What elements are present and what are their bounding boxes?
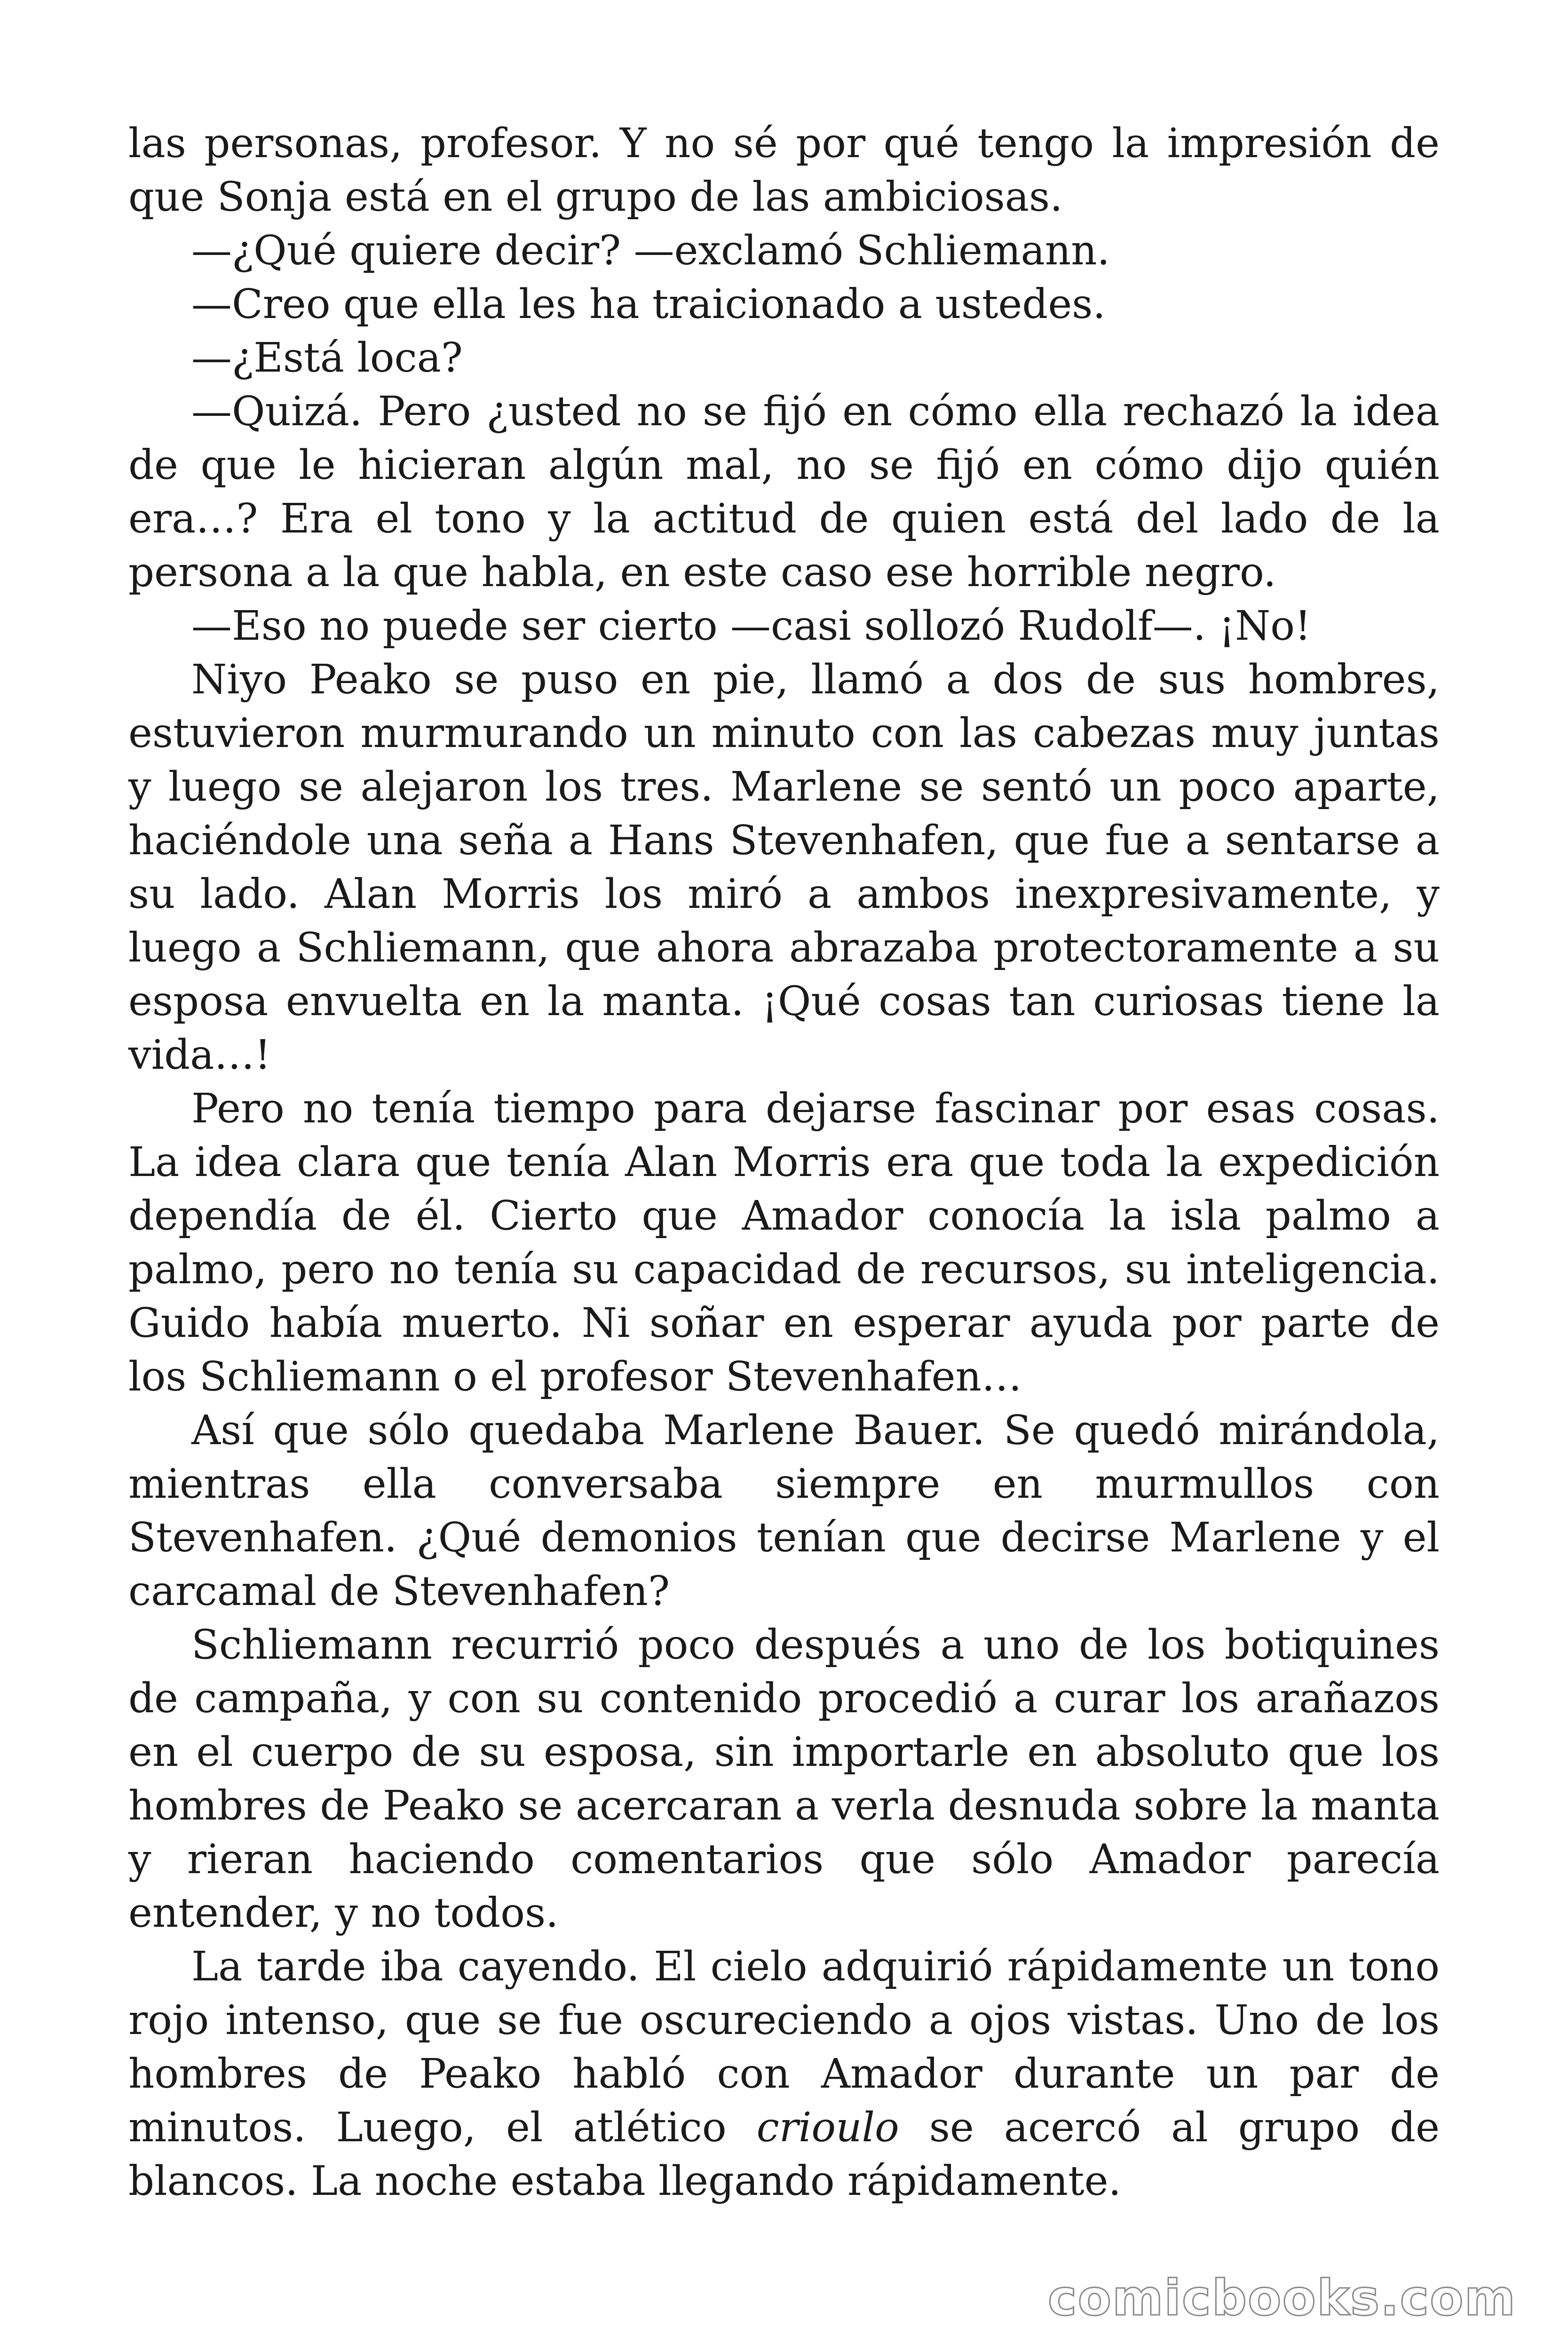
paragraph-4: —¿Está loca? bbox=[191, 334, 463, 381]
paragraph-3: —Creo que ella les ha traicionado a ustedes. bbox=[191, 281, 1106, 328]
paragraph-8: Pero no tenía tiempo para dejarse fascinar por esas cosas. La idea clara que tenía Alan Morris era que toda la expedición dependía de él. Cierto que Amador conocía la isla palmo a palmo, pero no tenía su capacidad de recursos, su inteligencia. Guido había muerto. Ni soñar en esperar ayuda por parte de los Schliemann o el profesor Stevenhafen… bbox=[128, 1085, 1440, 1400]
paragraph-9: Así que sólo quedaba Marlene Bauer. Se quedó mirándola, mientras ella conversaba siempre en murmullos con Stevenhafen. ¿Qué demonios tenían que decirse Marlene y el carcamal de Stevenhafen? bbox=[128, 1407, 1440, 1615]
paragraph-11-text-start: La tarde iba cayendo. El cielo adquirió rápidamente un tono rojo intenso, que se fue oscureciendo a ojos vistas. Uno de los hombres de Peako habló con Amador durante un par de minutos. Luego, el atlético bbox=[128, 1943, 1440, 2151]
watermark-text: comicbooks.com bbox=[1047, 2269, 1516, 2327]
paragraph-6: —Eso no puede ser cierto —casi sollozó Rudolf—. ¡No! bbox=[191, 603, 1311, 650]
italic-word: crioulo bbox=[756, 2104, 899, 2151]
book-page-body bbox=[128, 117, 1440, 2208]
paragraph-7: Niyo Peako se puso en pie, llamó a dos de sus hombres, estuvieron murmurando un minuto con las cabezas muy juntas y luego se alejaron los tres. Marlene se sentó un poco aparte, haciéndole una seña a Hans Stevenhafen, que fue a sentarse a su lado. Alan Morris los miró a ambos inexpresivamente, y luego a Schliemann, que ahora abrazaba protectoramente a su esposa envuelta en la manta. ¡Qué cosas tan curiosas tiene la vida…! bbox=[128, 656, 1440, 1079]
paragraph-11 bbox=[128, 1940, 1440, 2208]
paragraph-11-text-end: se acercó al grupo de blancos. La noche estaba llegando rápidamente. bbox=[128, 2104, 1440, 2205]
paragraph-10: Schliemann recurrió poco después a uno de los botiquines de campaña, y con su contenido procedió a curar los arañazos en el cuerpo de su esposa, sin importarle en absoluto que los hombres de Peako se acercaran a verla desnuda sobre la manta y rieran haciendo comentarios que sólo Amador parecía entender, y no todos. bbox=[128, 1621, 1440, 1937]
paragraph-1: las personas, profesor. Y no sé por qué tengo la impresión de que Sonja está en el grupo de las ambiciosas. bbox=[128, 120, 1440, 221]
paragraph-2: —¿Qué quiere decir? —exclamó Schliemann. bbox=[191, 227, 1110, 274]
paragraph-5: —Quizá. Pero ¿usted no se fijó en cómo ella rechazó la idea de que le hicieran algún mal, no se fijó en cómo dijo quién era…? Era el tono y la actitud de quien está del lado de la persona a la que habla, en este caso ese horrible negro. bbox=[128, 388, 1440, 596]
